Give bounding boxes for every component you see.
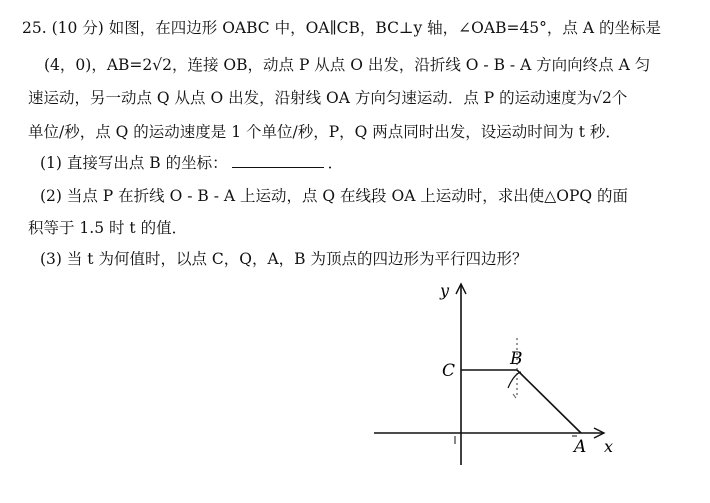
y-axis-label: y xyxy=(440,281,450,300)
construction-mark xyxy=(508,372,521,388)
question-2-line-1: (2) 当点 P 在折线 O - B - A 上运动，点 Q 在线段 OA 上运动时，求出使△OPQ 的面 xyxy=(40,187,629,205)
problem-line-4: 单位/秒，点 Q 的运动速度是 1 个单位/秒，P，Q 两点同时出发，设运动时间为 t 秒． xyxy=(28,123,621,141)
problem-points: (10 分) xyxy=(51,19,104,37)
construction-tick xyxy=(513,394,516,398)
question-1-end: ． xyxy=(327,154,344,172)
segment-ba xyxy=(517,370,581,433)
question-2-line-2: 积等于 1.5 时 t 的值． xyxy=(28,219,188,237)
point-a-label: A xyxy=(574,437,587,457)
x-axis-label: x xyxy=(604,437,614,456)
point-b-label: B xyxy=(510,349,523,369)
question-3: (3) 当 t 为何值时，以点 C，Q，A，B 为顶点的四边形为平行四边形？ xyxy=(40,250,528,268)
problem-line-2: (4，0)，AB=2√2，连接 OB，动点 P 从点 O 出发，沿折线 O - B - A 方向向终点 A 匀 xyxy=(44,56,651,74)
problem-number: 25. xyxy=(22,19,47,37)
point-c-label: C xyxy=(442,361,456,381)
question-1-text: (1) 直接写出点 B 的坐标： xyxy=(40,154,228,172)
problem-line-3: 速运动，另一动点 Q 从点 O 出发，沿射线 OA 方向匀速运动．点 P 的运动速度为√2个 xyxy=(28,89,628,107)
problem-text-1: 如图，在四边形 OABC 中，OA∥CB，BC⊥y 轴，∠OAB=45°，点 A 的坐标是 xyxy=(108,19,661,37)
